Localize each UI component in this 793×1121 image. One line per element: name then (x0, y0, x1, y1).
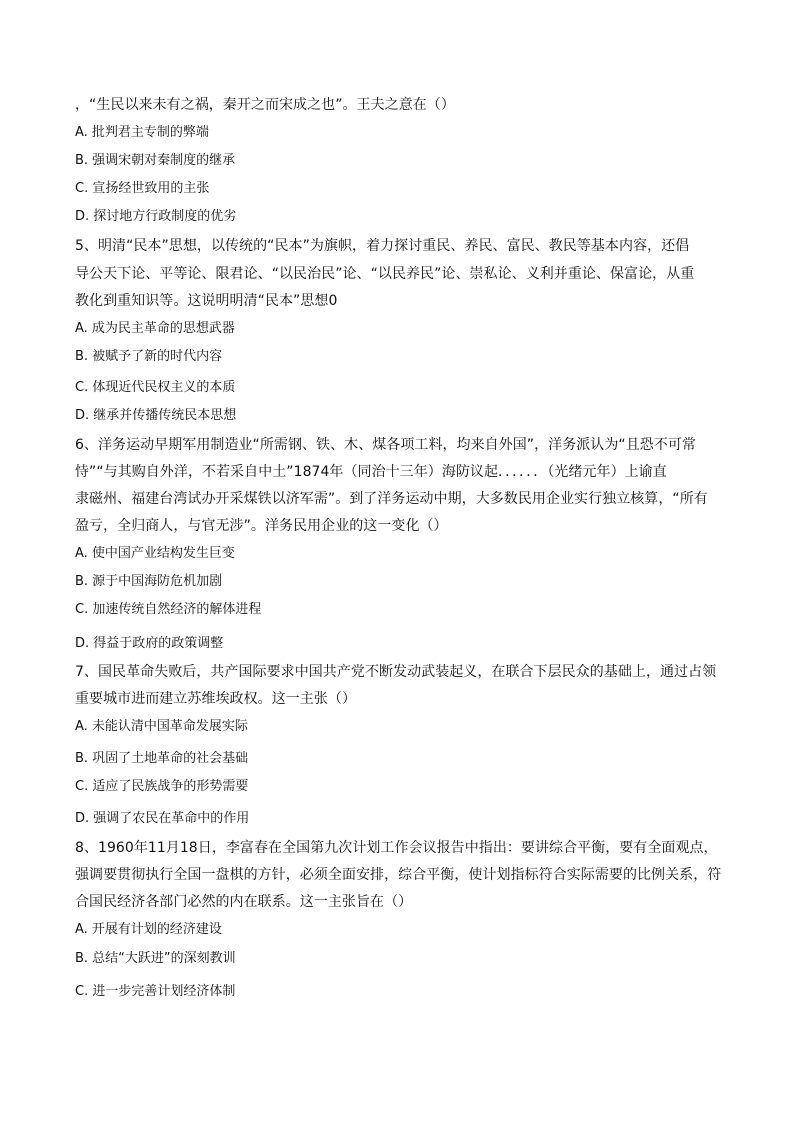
question-4-option-a: A. 批判君主专制的弊端 (75, 125, 209, 140)
question-4-option-b: B. 强调宋朝对秦制度的继承 (75, 153, 236, 168)
question-5-option-a: A. 成为民主革命的思想武器 (75, 321, 235, 336)
question-6-option-b: B. 源于中国海防危机加剧 (75, 574, 223, 589)
question-5-stem-line-1: 5、明清“民本”思想，以传统的“民本”为旗帜，着力探讨重民、养民、富民、教民等基本内容，还倡 (75, 238, 690, 254)
question-6-option-a: A. 使中国产业结构发生巨变 (75, 546, 235, 561)
question-6-stem-line-4: 盈亏，全归商人，与官无涉”。洋务民用企业的这一变化（） (75, 518, 448, 534)
question-8-option-b: B. 总结“大跃进”的深刻教训 (75, 951, 236, 966)
question-6-option-d: D. 得益于政府的政策调整 (75, 636, 224, 651)
question-6-stem-line-1: 6、洋务运动早期军用制造业“所需钢、铁、木、煤各项工料，均来自外国”，洋务派认为“且恐不可常 (75, 437, 696, 453)
question-5-option-c: C. 体现近代民权主义的本质 (75, 380, 236, 395)
question-7-option-d: D. 强调了农民在革命中的作用 (75, 811, 250, 826)
question-8-option-a: A. 开展有计划的经济建设 (75, 922, 222, 937)
question-4-option-d: D. 探讨地方行政制度的优劣 (75, 209, 237, 224)
question-8-stem-line-3: 合国民经济各部门必然的内在联系。这一主张旨在（） (75, 894, 413, 910)
question-6-option-c: C. 加速传统自然经济的解体进程 (75, 602, 262, 617)
question-5-stem-line-3: 教化到重知识等。这说明明清“民本”思想0 (75, 293, 338, 309)
question-8-stem-line-1: 8、1960年11月18日，李富春在全国第九次计划工作会议报告中指出：要讲综合平衡，要有全面观点， (75, 840, 718, 856)
question-7-stem-line-2: 重要城市进而建立苏维埃政权。这一主张（） (75, 691, 356, 707)
question-7-option-b: B. 巩固了土地革命的社会基础 (75, 751, 249, 766)
question-5-stem-line-2: 导公天下论、平等论、限君论、“以民治民”论、“以民养民”论、崇私论、义利并重论、保富论，从重 (75, 266, 695, 282)
question-7-option-c: C. 适应了民族战争的形势需要 (75, 779, 249, 794)
question-5-option-d: D. 继承并传播传统民本思想 (75, 408, 237, 423)
question-7-stem-line-1: 7、国民革命失败后，共产国际要求中国共产党不断发动武装起义，在联合下层民众的基础上，通过占领 (75, 664, 717, 680)
question-8-option-c: C. 进一步完善计划经济体制 (75, 984, 236, 999)
question-6-stem-line-2: 恃”“与其购自外洋，不若采自中土”1874年（同治十三年）海防议起．．．．．．（光绪元年）上谕直 (75, 464, 667, 480)
question-4-stem: ，“生民以来未有之祸，秦开之而宋成之也”。王夫之意在（） (75, 97, 455, 113)
question-6-stem-line-3: 隶磁州、福建台湾试办开采煤铁以济军需”。到了洋务运动中期，大多数民用企业实行独立核算，“所有 (75, 491, 708, 507)
question-5-option-b: B. 被赋予了新的时代内容 (75, 349, 223, 364)
question-4-option-c: C. 宣扬经世致用的主张 (75, 181, 210, 196)
question-7-option-a: A. 未能认清中国革命发展实际 (75, 719, 248, 734)
question-8-stem-line-2: 强调要贯彻执行全国一盘棋的方针，必须全面安排，综合平衡，使计划指标符合实际需要的比例关系，符 (75, 867, 722, 883)
